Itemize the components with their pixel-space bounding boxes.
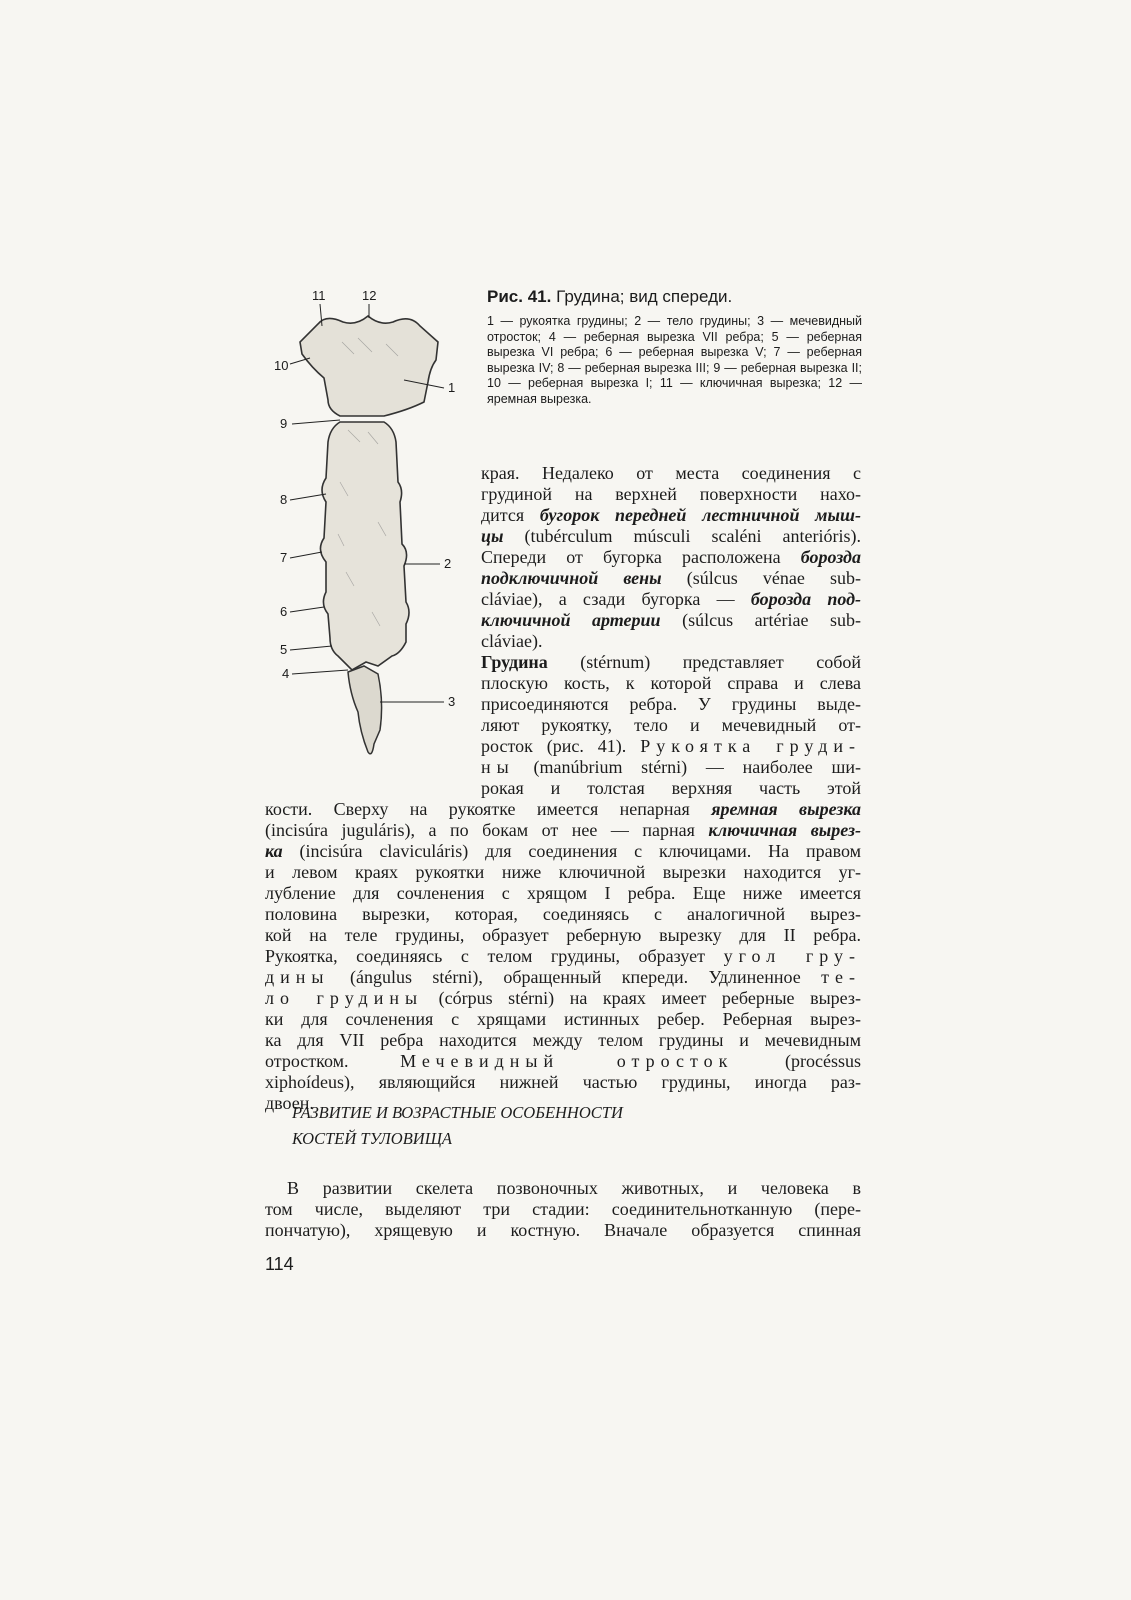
figure-label-6: 6 [280,604,288,619]
figure-caption [487,286,862,407]
section-heading-line-1: РАЗВИТИЕ И ВОЗРАСТНЫЕ ОСОБЕННОСТИ [292,1103,623,1122]
sternum-xiphoid-shape [348,666,382,754]
figure-label-5: 5 [280,642,288,657]
figure-label-8: 8 [280,492,288,507]
caption-figure-number: Рис. 41. [487,287,552,306]
caption-title-text: Грудина; вид спереди. [556,287,733,306]
text-line-12: присоединяются ребра. У грудины выде- [481,694,861,714]
figure-label-9: 9 [280,416,288,431]
term-clavicular-notch: ключичная вырез- [708,820,862,840]
text-line-04: цы (tubérculum músculi scaléni anterióris). [481,526,861,546]
figure-label-3: 3 [448,694,456,709]
section-heading [292,1100,623,1152]
figure-label-12: 12 [362,288,377,303]
text-line-10: Грудина (stérnum) представляет собой [481,652,862,672]
text-line-24: Рукоятка, соединяясь с телом грудины, образует угол гру- [265,946,862,966]
text-line-20: и левом краях рукоятки ниже ключичной вырезки находится уг- [265,862,861,882]
section-heading-line-2: КОСТЕЙ ТУЛОВИЩА [292,1129,452,1148]
text-line-26: ло грудины (córpus stérni) на краях имеет реберные вырез- [265,988,861,1008]
term-sternal-body: те- [821,967,862,987]
text-line-03: дится бугорок передней лестничной мыш- [481,505,861,525]
figure-label-10: 10 [274,358,289,373]
sternum-illustration [268,282,468,772]
text-line-07: cláviae), а сзади бугорка — борозда под- [481,589,862,609]
term-sternal-angle: угол гру- [723,946,862,966]
term-subclavian-vein-groove: борозда [800,547,861,567]
section-text-line-2: том числе, выделяют три стадии: соединительнотканную (пере- [265,1199,861,1219]
text-line-08: ключичной артерии (súlcus artériae sub- [481,610,862,630]
text-line-13: ляют рукоятку, тело и мечевидный от- [481,715,861,735]
text-line-22: половина вырезки, которая, соединяясь с аналогичной вырез- [265,904,861,924]
text-line-05: Спереди от бугорка расположена борозда [481,547,861,567]
term-manubrium: Рукоятка груди- [640,736,862,756]
text-line-14: росток (рис. 41). Рукоятка груди- [481,736,862,756]
text-line-16: рокая и толстая верхняя часть этой [481,778,861,798]
text-line-28: ка для VII ребра находится между телом грудины и мечевидным [265,1030,861,1050]
caption-title [487,286,862,308]
section-text-line-1: В развитии скелета позвоночных животных, и человека в [287,1178,861,1198]
text-line-01: края. Недалеко от места соединения с [481,463,861,483]
term-jugular-notch: яремная вырезка [711,799,862,819]
caption-body: 1 — рукоятка грудины; 2 — тело грудины; 3 — мечевидный отросток; 4 — реберная вырезка VII ребра; 5 — реберная вырезка VI ребра; 6 — реберная вырезка V; 7 — реберная вырезка IV; 8 — реберная вырезка III; 9 — реберная вырезка II; 10 — реберная вырезка I; 11 — ключичная вырезка; 12 — яремная вырезка. [487,314,862,406]
text-line-27: ки для сочленения с хрящами истинных ребер. Реберная вырез- [265,1009,861,1029]
figure-label-7: 7 [280,550,288,565]
text-line-30: xiphoídeus), являющийся нижней частью грудины, иногда раз- [265,1072,861,1092]
text-line-23: кой на теле грудины, образует реберную вырезку для II ребра. [265,925,861,945]
sternum-manubrium-shape [300,316,438,416]
text-line-15: ны (manúbrium stérni) — наиболее ши- [481,757,861,777]
figure-label-2: 2 [444,556,452,571]
page-number: 114 [265,1254,294,1274]
sternum-body-shape [320,422,409,670]
text-line-17: кости. Сверху на рукоятке имеется непарная яремная вырезка [265,799,862,819]
text-line-18: (incisúra juguláris), а по бокам от нее — парная ключичная вырез- [265,820,862,840]
text-line-29: отростком. Мечевидный отросток (procéssus [265,1051,861,1071]
text-line-11: плоскую кость, к которой справа и слева [481,673,861,693]
figure-label-1: 1 [448,380,456,395]
text-line-06: подключичной вены (súlcus vénae sub- [481,568,861,588]
term-subclavian-artery-groove: борозда под- [750,589,862,609]
text-line-25: дины (ángulus stérni), обращенный кпереди. Удлиненное те- [265,967,862,987]
term-sternum: Грудина [481,652,548,672]
figure-label-11: 11 [312,288,326,303]
text-line-31: двоен. [265,1093,314,1113]
text-line-09: cláviae). [481,631,543,651]
term-scalene-tubercle: бугорок передней лестничной мыш- [539,505,861,525]
section-text-line-3: пончатую), хрящевую и костную. Вначале образуется спинная [265,1220,861,1240]
text-line-21: лубление для сочленения с хрящом I ребра. Еще ниже имеется [265,883,861,903]
text-line-19: ка (incisúra claviculáris) для соединения с ключицами. На правом [265,841,861,861]
figure-label-4: 4 [282,666,290,681]
text-line-02: грудиной на верхней поверхности нахо- [481,484,861,504]
term-xiphoid-process: Мечевидный отросток [400,1051,734,1071]
